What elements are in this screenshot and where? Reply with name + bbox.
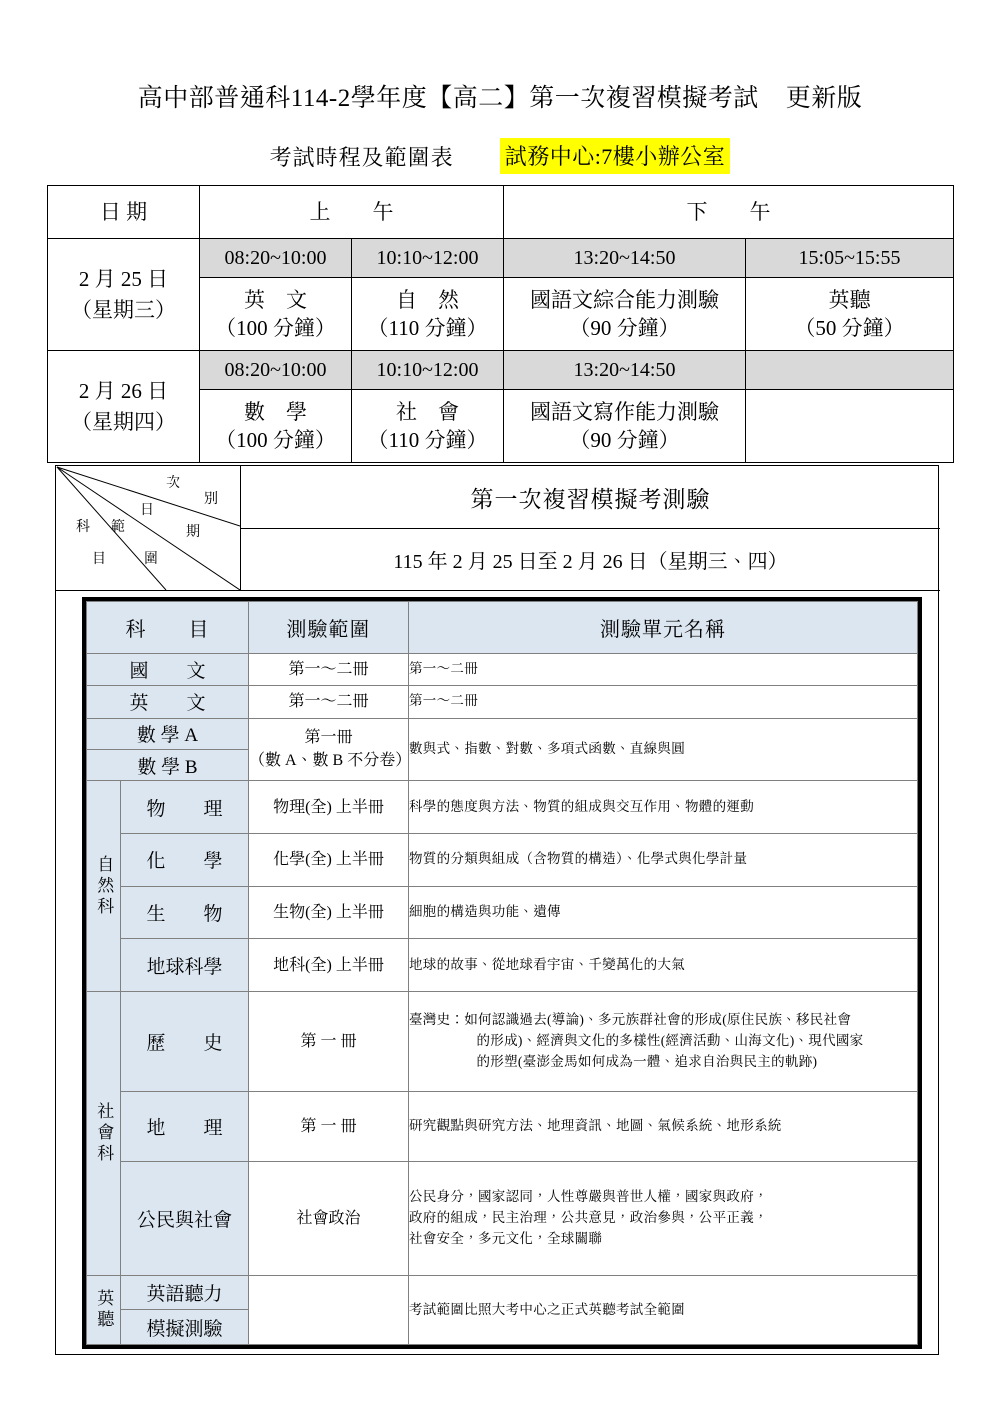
subtitle-text: 考試時程及範圍表 <box>269 144 454 170</box>
unit-geography: 研究觀點與研究方法、地理資訊、地圖、氣候系統、地形系統 <box>409 1091 918 1162</box>
corner-label-wei: 圍 <box>144 552 158 567</box>
range-history: 第 一 冊 <box>249 992 409 1091</box>
subject-label: 社 會 <box>396 399 459 424</box>
exam-range-table <box>55 465 939 1355</box>
corner-label-ci: 次 <box>166 476 180 491</box>
schedule-time-d1s2: 10:10~12:00 <box>352 239 504 278</box>
exam-round-title: 第一次複習模擬考測驗 <box>241 466 940 529</box>
table-row <box>87 939 918 992</box>
range-english: 第一～二冊 <box>249 686 409 718</box>
range-biology: 生物(全) 上半冊 <box>249 886 409 939</box>
subject-duration: （100 分鐘） <box>215 428 336 452</box>
subject-duration: （110 分鐘） <box>367 428 488 452</box>
table-row <box>87 781 918 834</box>
range-math-line2: （數 A、數 B 不分卷） <box>249 752 412 770</box>
unit-civics-line2: 政府的組成，民主治理，公共意見，政治參與，公平正義， <box>409 1210 768 1226</box>
diagonal-header-cell <box>56 466 241 591</box>
category-english-listening: 英聽 <box>87 1275 121 1344</box>
subtitle-row <box>0 138 1000 174</box>
schedule-time-d2s2: 10:10~12:00 <box>352 351 504 390</box>
range-col-range: 測驗範圍 <box>249 602 409 654</box>
range-geography: 第 一 冊 <box>249 1091 409 1162</box>
unit-physics: 科學的態度與方法、物質的組成與交互作用、物體的運動 <box>409 781 918 834</box>
subject-name-chinese: 國 文 <box>87 653 249 685</box>
schedule-time-d1s1: 08:20~10:00 <box>200 239 352 278</box>
exam-date-range: 115 年 2 月 25 日至 2 月 26 日（星期三、四） <box>241 529 940 591</box>
unit-civics-line3: 社會安全，多元文化，全球關聯 <box>409 1231 603 1247</box>
subject-name-chemistry: 化 學 <box>121 834 249 887</box>
table-row <box>87 653 918 685</box>
corner-label-ri: 日 <box>140 503 154 518</box>
schedule-time-d2s4 <box>746 351 954 390</box>
unit-english: 第一～二冊 <box>409 686 918 718</box>
subject-name-listening-line1: 英語聽力 <box>121 1275 249 1309</box>
subject-name-earth-science: 地球科學 <box>121 939 249 992</box>
subject-label: 自 然 <box>396 287 459 312</box>
range-chinese: 第一～二冊 <box>249 653 409 685</box>
range-inner-frame <box>82 597 922 1349</box>
range-math <box>249 718 412 781</box>
subject-duration: （50 分鐘） <box>794 316 905 340</box>
exam-schedule-table <box>47 185 954 463</box>
schedule-time-d1s4: 15:05~15:55 <box>746 239 954 278</box>
unit-chinese: 第一～二冊 <box>409 653 918 685</box>
subject-name-geography: 地 理 <box>121 1091 249 1162</box>
table-row <box>87 718 918 749</box>
unit-history-line3: 的形塑(臺澎金馬如何成為一體、追求自治與民主的軌跡) <box>476 1053 818 1069</box>
table-row <box>87 1275 918 1309</box>
subject-name-biology: 生 物 <box>121 886 249 939</box>
schedule-date-day1-line1: 2 月 25 日 <box>78 267 169 292</box>
subject-duration: （90 分鐘） <box>569 316 680 340</box>
subject-name-physics: 物 理 <box>121 781 249 834</box>
schedule-time-row-day1 <box>48 239 954 278</box>
subject-label: 國語文寫作能力測驗 <box>530 399 719 424</box>
subject-label: 英 文 <box>244 287 307 312</box>
unit-math: 數與式、指數、對數、多項式函數、直線與圓 <box>409 718 918 781</box>
schedule-date-day2-line2: （星期四） <box>71 409 176 434</box>
schedule-subject-d1s3 <box>504 278 746 351</box>
unit-history <box>409 992 918 1091</box>
schedule-time-row-day2 <box>48 351 954 390</box>
schedule-date-day1-line2: （星期三） <box>71 297 176 322</box>
table-row <box>87 886 918 939</box>
range-header-row <box>87 602 918 654</box>
subject-name-math-a: 數 學 A <box>87 718 249 749</box>
schedule-subject-d2s4 <box>746 390 954 463</box>
corner-label-fan: 範 <box>111 520 125 535</box>
range-chemistry: 化學(全) 上半冊 <box>249 834 409 887</box>
range-math-line1: 第一冊 <box>304 729 353 747</box>
range-col-unit: 測驗單元名稱 <box>409 602 918 654</box>
range-civics: 社會政治 <box>249 1162 409 1276</box>
schedule-subject-d2s2 <box>352 390 504 463</box>
subject-duration: （90 分鐘） <box>569 428 680 452</box>
table-row <box>87 992 918 1091</box>
schedule-time-d1s3: 13:20~14:50 <box>504 239 746 278</box>
category-science: 自然科 <box>87 781 121 992</box>
subject-label: 數 學 <box>244 399 307 424</box>
schedule-subject-d1s1 <box>200 278 352 351</box>
schedule-time-d2s3: 13:20~14:50 <box>504 351 746 390</box>
table-row <box>87 1091 918 1162</box>
schedule-time-d2s1: 08:20~10:00 <box>200 351 352 390</box>
schedule-header-row <box>48 186 954 239</box>
subject-name-history: 歷 史 <box>121 992 249 1091</box>
schedule-date-day2 <box>48 351 200 463</box>
unit-history-line2: 的形成)、經濟與文化的多樣性(經濟活動、山海文化)、現代國家 <box>476 1032 864 1048</box>
subject-name-civics: 公民與社會 <box>121 1162 249 1276</box>
subject-range-table <box>86 601 918 1345</box>
corner-label-ke: 科 <box>76 520 90 535</box>
document-title: 高中部普通科114-2學年度【高二】第一次複習模擬考試 更新版 <box>137 85 863 112</box>
schedule-subject-d2s3 <box>504 390 746 463</box>
subject-name-listening-line2: 模擬測驗 <box>121 1310 249 1345</box>
corner-label-qi: 期 <box>186 525 200 540</box>
subject-label: 英聽 <box>828 287 871 312</box>
subject-duration: （100 分鐘） <box>215 316 336 340</box>
subject-label: 國語文綜合能力測驗 <box>530 287 719 312</box>
schedule-subject-d1s4 <box>746 278 954 351</box>
range-physics: 物理(全) 上半冊 <box>249 781 409 834</box>
schedule-date-day2-line1: 2 月 26 日 <box>78 379 169 404</box>
subject-name-english: 英 文 <box>87 686 249 718</box>
table-row <box>87 686 918 718</box>
unit-history-line1: 臺灣史：如何認識過去(導論)、多元族群社會的形成(原住民族、移民社會 <box>409 1011 852 1027</box>
unit-civics <box>409 1162 918 1276</box>
exam-office-note: 試務中心:7樓小辦公室 <box>500 138 731 174</box>
subject-name-math-b: 數 學 B <box>87 749 249 780</box>
schedule-col-date: 日 期 <box>48 186 200 239</box>
schedule-subject-d1s2 <box>352 278 504 351</box>
range-col-subject: 科 目 <box>87 602 249 654</box>
unit-chemistry: 物質的分類與組成（含物質的構造）、化學式與化學計量 <box>409 834 918 887</box>
corner-label-bie: 別 <box>204 492 218 507</box>
range-earth-science: 地科(全) 上半冊 <box>249 939 409 992</box>
subject-duration: （110 分鐘） <box>367 316 488 340</box>
unit-earth-science: 地球的故事、從地球看宇宙、千變萬化的大氣 <box>409 939 918 992</box>
schedule-col-afternoon: 下 午 <box>504 186 954 239</box>
unit-civics-line1: 公民身分，國家認同，人性尊嚴與普世人權，國家與政府， <box>409 1189 768 1205</box>
category-social-studies: 社會科 <box>87 992 121 1276</box>
schedule-date-day1 <box>48 239 200 351</box>
unit-english-listening: 考試範圍比照大考中心之正式英聽考試全範圍 <box>409 1275 918 1344</box>
range-english-listening <box>249 1275 409 1344</box>
unit-biology: 細胞的構造與功能、遺傳 <box>409 886 918 939</box>
corner-label-mu: 目 <box>92 552 106 567</box>
schedule-col-morning: 上 午 <box>200 186 504 239</box>
table-row <box>87 1162 918 1276</box>
table-row <box>87 834 918 887</box>
schedule-subject-d2s1 <box>200 390 352 463</box>
